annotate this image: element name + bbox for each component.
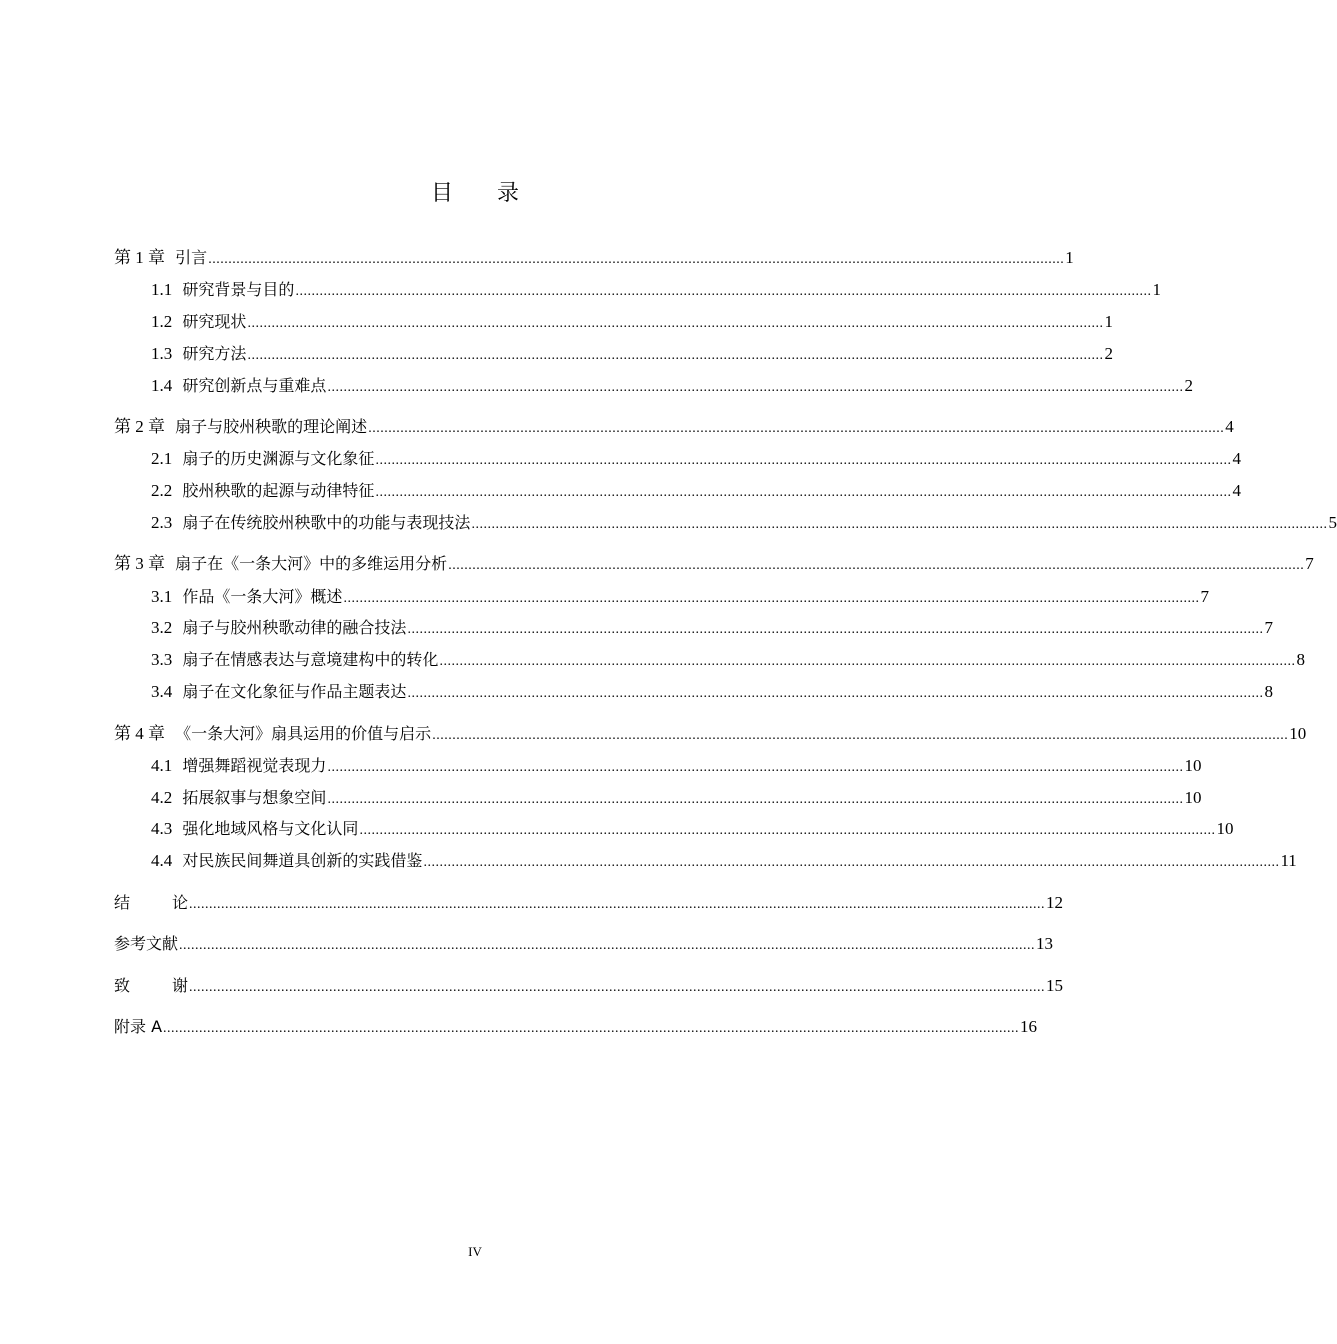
toc-page-number: 7 [1305,554,1314,573]
toc-page-number: 5 [1328,513,1337,532]
dot-leader: ...................................................................................................................................................................................................................... [189,980,1046,995]
dot-leader: ...................................................................................................................................................................................................................... [359,823,1216,838]
toc-entry-acknowledgements[interactable] [114,973,1064,999]
toc-entry-3-4[interactable]: 3.4 扇子在文化象征与作品主题表达 ...................................................................................................................................................................................................................... 8 [151,679,860,705]
dot-leader: ...................................................................................................................................................................................................................... [343,591,1200,606]
toc-entry-title: 参考文献 [114,934,179,953]
toc-page-number: 10 [1184,756,1202,775]
toc-entry-title: 附录 A [114,1017,163,1036]
toc-entry-title: 增强舞蹈视觉表现力 [182,756,327,775]
title-char-left: 目 [430,181,453,206]
toc-page-number: 1 [1065,248,1074,267]
toc-entry-title: 扇子在《一条大河》中的多维运用分析 [175,554,448,573]
toc-page-number: 2 [1184,376,1193,395]
toc-entry-references[interactable] [114,931,1054,957]
toc-page-number: 15 [1046,976,1064,995]
toc-page-number: 12 [1046,893,1064,912]
toc-page-number: 10 [1216,819,1234,838]
toc-page-number: 13 [1036,934,1054,953]
toc-entry-title-part-1: 结 [114,893,131,912]
dot-leader: ...................................................................................................................................................................................................................... [407,622,1264,637]
dot-leader: ...................................................................................................................................................................................................................... [179,938,1036,953]
toc-entry-title: 研究现状 [182,312,247,331]
toc-entry-2-3[interactable]: 2.3 扇子在传统胶州秧歌中的功能与表现技法 ...................................................................................................................................................................................................................... 5 [151,510,860,536]
page-footer-number: IV [468,1244,482,1259]
toc-page-number: 4 [1225,417,1234,436]
toc-entry-title: 引言 [175,248,208,267]
toc-entry-title: 拓展叙事与想象空间 [182,788,327,807]
toc-page-number: 7 [1200,587,1209,606]
toc-entry-title: 对民族民间舞道具创新的实践借鉴 [182,851,423,870]
dot-leader: ...................................................................................................................................................................................................................... [327,760,1184,775]
toc-entry-title: 作品《一条大河》概述 [182,587,343,606]
toc-entry-4-3[interactable]: 4.3 强化地域风格与文化认同 ...................................................................................................................................................................................................................... 10 [151,816,860,842]
toc-entry-conclusion[interactable] [114,890,1064,916]
toc-page-number: 10 [1289,724,1307,743]
toc-entry-1-1[interactable]: 1.1 研究背景与目的 ...................................................................................................................................................................................................................... 1 [151,277,860,303]
toc-entry-title: 研究创新点与重难点 [182,376,327,395]
toc-page-number: 8 [1296,650,1305,669]
dot-leader: ...................................................................................................................................................................................................................... [375,453,1232,468]
toc-entry-chapter-2[interactable]: 第 2 章 扇子与胶州秧歌的理论阐述 ...................................................................................................................................................................................................................... 4 [114,414,860,440]
toc-entry-chapter-4[interactable]: 第 4 章 《一条大河》扇具运用的价值与启示 ...................................................................................................................................................................................................................... 10 [114,721,860,747]
dot-leader: ...................................................................................................................................................................................................................... [471,517,1328,532]
toc-entry-title-part-1: 致 [114,976,131,995]
dot-leader: ...................................................................................................................................................................................................................... [439,654,1296,669]
toc-entry-4-2[interactable]: 4.2 拓展叙事与想象空间 ...................................................................................................................................................................................................................... 10 [151,785,860,811]
dot-leader: ...................................................................................................................................................................................................................... [432,728,1289,743]
dot-leader: ...................................................................................................................................................................................................................... [247,316,1104,331]
toc-page-number: 16 [1020,1017,1038,1036]
toc-entry-title: 扇子在传统胶州秧歌中的功能与表现技法 [182,513,471,532]
toc-entry-title: 胶州秧歌的起源与动律特征 [182,481,375,500]
toc-entry-title-part-2: 谢 [172,976,189,995]
dot-leader: ...................................................................................................................................................................................................................... [295,284,1152,299]
toc-entry-3-1[interactable]: 3.1 作品《一条大河》概述 ...................................................................................................................................................................................................................... 7 [151,584,860,610]
toc-page-number: 4 [1232,481,1241,500]
toc-entry-chapter-1[interactable]: 第 1 章 引言 ...................................................................................................................................................................................................................... 1 [114,245,860,271]
toc-entry-appendix-a[interactable] [114,1014,1038,1040]
toc-entry-title-part-2: 论 [172,893,189,912]
table-of-contents [114,0,1337,1344]
toc-page-number: 10 [1184,788,1202,807]
toc-entry-1-2[interactable]: 1.2 研究现状 ...................................................................................................................................................................................................................... 1 [151,309,860,335]
toc-entry-4-4[interactable]: 4.4 对民族民间舞道具创新的实践借鉴 ...................................................................................................................................................................................................................... 11 [151,848,860,874]
toc-entry-3-2[interactable]: 3.2 扇子与胶州秧歌动律的融合技法 ...................................................................................................................................................................................................................... 7 [151,615,860,641]
toc-entry-title: 扇子与胶州秧歌动律的融合技法 [182,618,407,637]
toc-entry-title: 扇子的历史渊源与文化象征 [182,449,375,468]
toc-entry-title: 《一条大河》扇具运用的价值与启示 [175,724,432,743]
toc-page-number: 1 [1104,312,1113,331]
dot-leader: ...................................................................................................................................................................................................................... [368,421,1225,436]
toc-entry-2-1[interactable]: 2.1 扇子的历史渊源与文化象征 ...................................................................................................................................................................................................................... 4 [151,446,860,472]
toc-page-number: 4 [1232,449,1241,468]
dot-leader: ...................................................................................................................................................................................................................... [327,380,1184,395]
toc-entry-title: 研究背景与目的 [182,280,295,299]
toc-entry-title: 研究方法 [182,344,247,363]
dot-leader: ...................................................................................................................................................................................................................... [189,897,1046,912]
toc-entry-chapter-3[interactable]: 第 3 章 扇子在《一条大河》中的多维运用分析 ...................................................................................................................................................................................................................... 7 [114,551,860,577]
dot-leader: ...................................................................................................................................................................................................................... [247,348,1104,363]
toc-page-number: 11 [1280,851,1297,870]
dot-leader: ...................................................................................................................................................................................................................... [448,558,1305,573]
toc-entry-1-3[interactable]: 1.3 研究方法 ...................................................................................................................................................................................................................... 2 [151,341,860,367]
dot-leader: ...................................................................................................................................................................................................................... [163,1021,1020,1036]
dot-leader: ...................................................................................................................................................................................................................... [407,686,1264,701]
dot-leader: ...................................................................................................................................................................................................................... [208,252,1065,267]
dot-leader: ...................................................................................................................................................................................................................... [375,485,1232,500]
toc-page-number: 7 [1264,618,1273,637]
toc-entry-4-1[interactable]: 4.1 增强舞蹈视觉表现力 ...................................................................................................................................................................................................................... 10 [151,753,860,779]
toc-page-number: 1 [1152,280,1161,299]
dot-leader: ...................................................................................................................................................................................................................... [327,792,1184,807]
toc-entry-1-4[interactable]: 1.4 研究创新点与重难点 ...................................................................................................................................................................................................................... 2 [151,373,860,399]
toc-page-number: 8 [1264,682,1273,701]
toc-entry-3-3[interactable]: 3.3 扇子在情感表达与意境建构中的转化 ...................................................................................................................................................................................................................... 8 [151,647,860,673]
toc-entry-title: 扇子与胶州秧歌的理论阐述 [175,417,368,436]
toc-entry-title: 扇子在情感表达与意境建构中的转化 [182,650,439,669]
title-char-right: 录 [497,181,520,206]
toc-entry-2-2[interactable]: 2.2 胶州秧歌的起源与动律特征 ...................................................................................................................................................................................................................... 4 [151,478,860,504]
toc-entry-title: 强化地域风格与文化认同 [182,819,359,838]
toc-entry-title: 扇子在文化象征与作品主题表达 [182,682,407,701]
dot-leader: ...................................................................................................................................................................................................................... [423,855,1280,870]
toc-page-number: 2 [1104,344,1113,363]
